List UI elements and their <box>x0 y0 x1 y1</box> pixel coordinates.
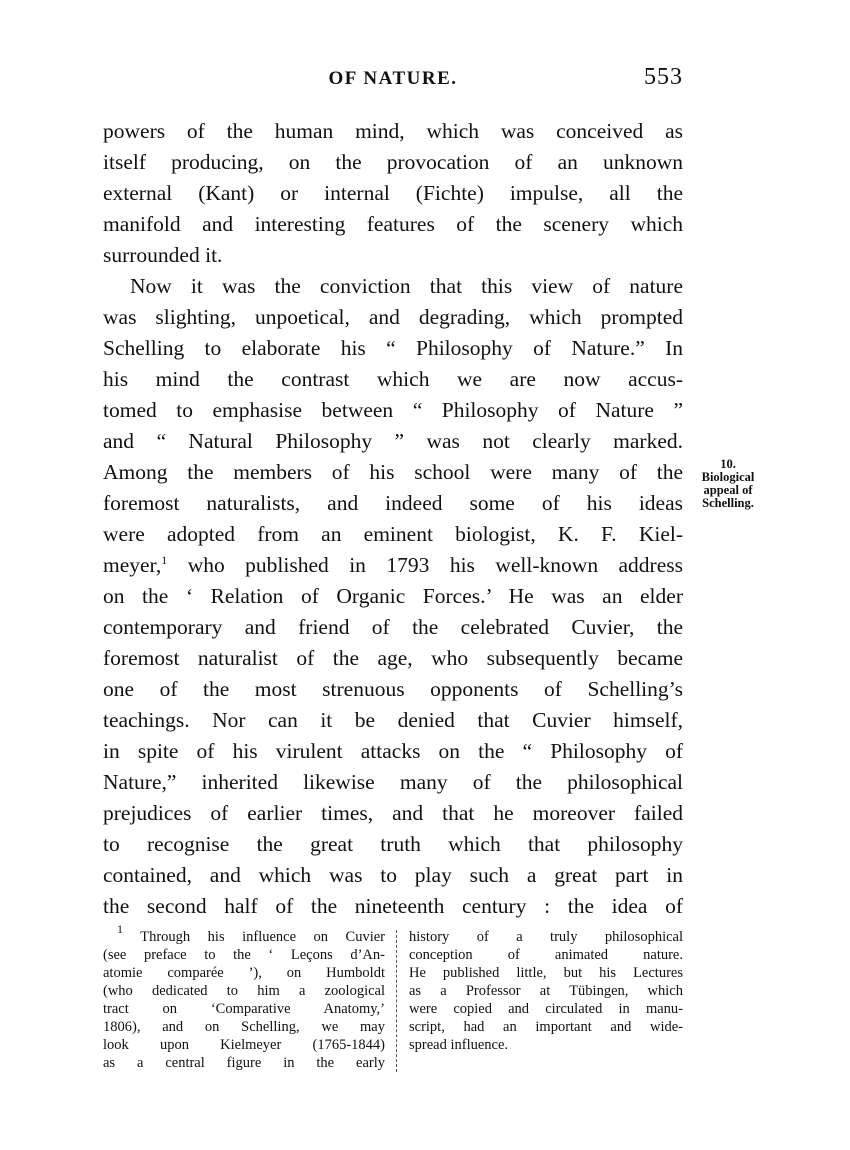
footnote-line: conception of animated nature. <box>409 947 683 963</box>
text-line: Now it was the conviction that this view of nature <box>130 274 683 298</box>
text-line: external (Kant) or internal (Fichte) impulse, all the <box>103 181 683 205</box>
text-line: foremost naturalists, and indeed some of his ideas <box>103 491 683 515</box>
margin-note <box>688 458 768 510</box>
running-title: OF NATURE. <box>328 68 458 89</box>
text-line: in spite of his virulent attacks on the “ Philosophy of <box>103 739 683 763</box>
column-divider <box>396 930 397 1072</box>
footnote-line: 1806), and on Schelling, we may <box>103 1019 385 1035</box>
text-line: contained, and which was to play such a great part in <box>103 863 683 887</box>
text-line: were adopted from an eminent biologist, K. F. Kiel- <box>103 522 683 546</box>
text-fragment: meyer, <box>103 553 162 577</box>
footnote-line: (who dedicated to him a zoological <box>103 983 385 999</box>
text-line: Schelling to elaborate his “ Philosophy of Nature.” In <box>103 336 683 360</box>
footnote-number: 1 <box>117 922 123 936</box>
footnote-line: were copied and circulated in manu- <box>409 1001 683 1017</box>
footnote-line: tract on ‘Comparative Anatomy,’ <box>103 1001 385 1017</box>
text-line: surrounded it. <box>103 243 223 267</box>
footnote-column-left <box>103 922 386 1072</box>
text-line: itself producing, on the provocation of an unknown <box>103 150 683 174</box>
text-line: his mind the contrast which we are now accus- <box>103 367 683 391</box>
text-line: Nature,” inherited likewise many of the philosophical <box>103 770 683 794</box>
text-fragment: who published in 1793 his well-known address <box>187 553 683 577</box>
text-line: tomed to emphasise between “ Philosophy of Nature ” <box>103 398 683 422</box>
running-head <box>103 64 683 94</box>
footnote-column-right <box>409 928 683 1054</box>
footnote-line: as a central figure in the early <box>103 1055 385 1071</box>
footnotes <box>103 922 683 1078</box>
margin-note-number: 10. <box>720 457 736 471</box>
text-line: Among the members of his school were many of the <box>103 460 683 484</box>
footnote-line: look upon Kielmeyer (1765-1844) <box>103 1037 385 1053</box>
footnote-line: atomie comparée ’), on Humboldt <box>103 965 385 981</box>
footnote-line: spread influence. <box>409 1037 509 1053</box>
text-line: the second half of the nineteenth century : the idea of <box>103 894 683 918</box>
margin-note-line: Schelling. <box>702 496 754 510</box>
footnote-line: history of a truly philosophical <box>409 929 683 945</box>
text-line: contemporary and friend of the celebrated Cuvier, the <box>103 615 683 639</box>
text-line-with-footnote <box>103 550 683 581</box>
text-fragment: Through his influence on Cuvier <box>140 929 386 945</box>
text-line: on the ‘ Relation of Organic Forces.’ He was an elder <box>103 584 683 608</box>
footnote-line <box>103 922 386 946</box>
page-number: 553 <box>644 64 683 90</box>
footnote-marker: 1 <box>161 553 168 567</box>
text-line: manifold and interesting features of the scenery which <box>103 212 683 236</box>
margin-note-line: Biological <box>701 470 755 484</box>
footnote-line: He published little, but his Lectures <box>409 965 683 981</box>
text-line: foremost naturalist of the age, who subsequently became <box>103 646 683 670</box>
text-line: one of the most strenuous opponents of Schelling’s <box>103 677 683 701</box>
body-text <box>103 116 683 922</box>
footnote-line: (see preface to the ‘ Leçons d’An- <box>103 947 385 963</box>
margin-note-line: appeal of <box>703 483 753 497</box>
footnote-line: script, had an important and wide- <box>409 1019 683 1035</box>
text-line: teachings. Nor can it be denied that Cuvier himself, <box>103 708 683 732</box>
text-line: prejudices of earlier times, and that he moreover failed <box>103 801 683 825</box>
text-line: and “ Natural Philosophy ” was not clearly marked. <box>103 429 683 453</box>
text-line: powers of the human mind, which was conceived as <box>103 119 683 143</box>
text-line: to recognise the great truth which that philosophy <box>103 832 683 856</box>
text-line: was slighting, unpoetical, and degrading, which prompted <box>103 305 683 329</box>
footnote-line: as a Professor at Tübingen, which <box>409 983 683 999</box>
